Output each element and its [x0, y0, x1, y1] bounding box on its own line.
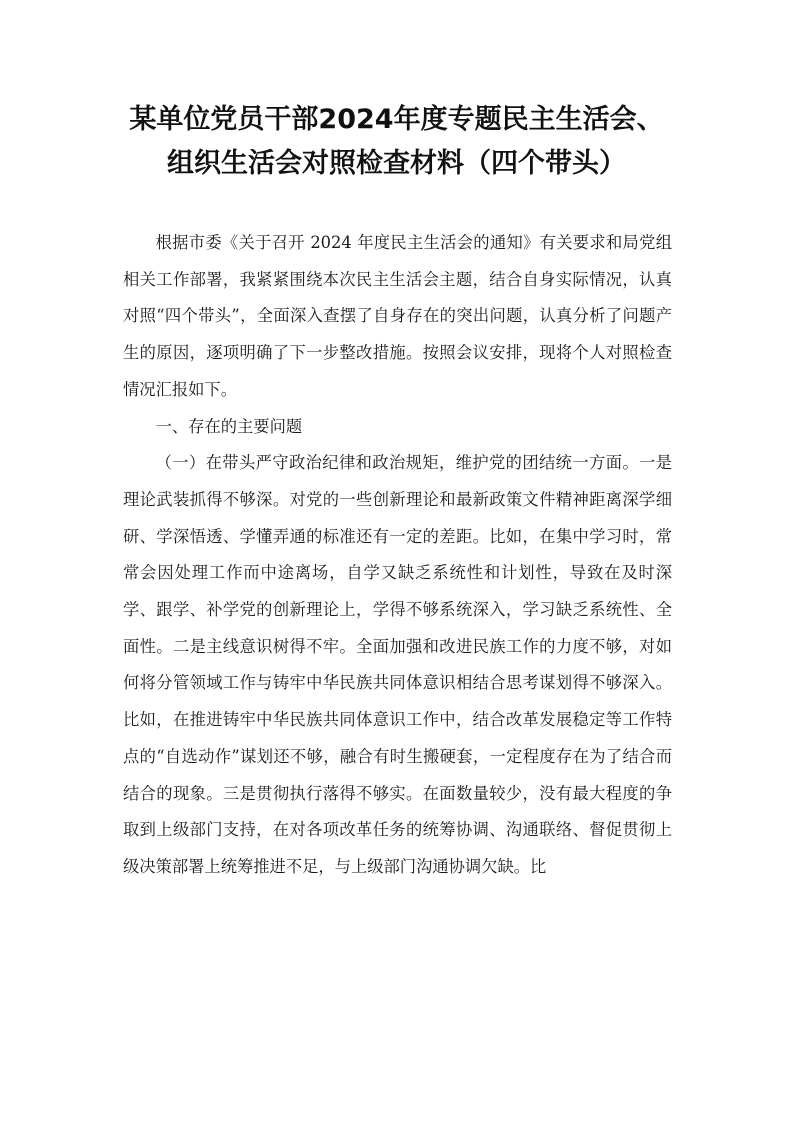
body-paragraph: （一）在带头严守政治纪律和政治规矩，维护党的团结统一方面。一是理论武装抓得不够深。对党的一些创新理论和最新政策文件精神距离深学细研、学深悟透、学懂弄通的标准还有一定的差距。比如，在集中学习时，常常会因处理工作而中途离场，自学又缺乏系统性和计划性，导致在及时深学、跟学、补学党的创新理论上，学得不够系统深入，学习缺乏系统性、全面性。二是主线意识树得不牢。全面加强和改进民族工作的力度不够，对如何将分管领域工作与铸牢中华民族共同体意识相结合思考谋划得不够深入。比如，在推进铸牢中华民族共同体意识工作中，结合改革发展稳定等工作特点的“自选动作”谋划还不够，融合有时生搬硬套，一定程度存在为了结合而结合的现象。三是贯彻执行落得不够实。在面数量较少，没有最大程度的争取到上级部门支持，在对各项改革任务的统筹协调、沟通联络、督促贯彻上级决策部署上统筹推进不足，与上级部门沟通协调欠缺。比	[123, 453, 672, 876]
section-heading: 一、存在的主要问题	[155, 416, 303, 436]
document-body	[123, 225, 672, 886]
document-title-line-2: 组织生活会对照检查材料（四个带头）	[167, 148, 626, 179]
intro-paragraph: 根据市委《关于召开 2024 年度民主生活会的通知》有关要求和局党组相关工作部署，我紧紧围绕本次民主生活会主题，结合自身实际情况，认真对照“四个带头”，全面深入查摆了自身存在的突出问题，认真分析了问题产生的原因，逐项明确了下一步整改措施。按照会议安排，现将个人对照检查情况汇报如下。	[123, 233, 672, 399]
document-title-line-1: 某单位党员干部2024年度专题民主生活会、	[129, 104, 664, 135]
